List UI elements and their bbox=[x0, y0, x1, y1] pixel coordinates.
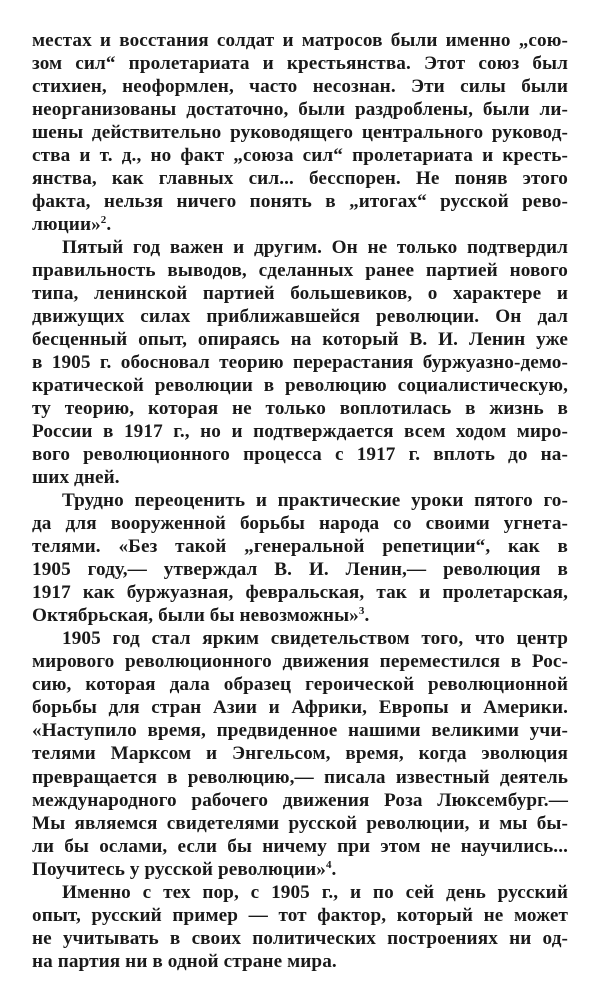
footnote-marker: 4 bbox=[325, 858, 332, 871]
punctuation: . bbox=[364, 605, 370, 627]
text-line: неорганизованы достаточно, были раздроблены, были ли- bbox=[32, 99, 568, 121]
text-line: стихиен, неоформлен, часто несознан. Эти силы были bbox=[32, 76, 568, 98]
text-line: типа, ленинской партией большевиков, о характере и bbox=[32, 283, 568, 305]
text-line: кратической революции в революцию социалистическую, bbox=[32, 375, 568, 397]
text-line: мирового революционного движения переместился в Рос- bbox=[32, 651, 568, 673]
text-line: на партия ни в одной стране мира. bbox=[32, 950, 337, 972]
text-line: 1905 год стал ярким свидетельством того, что центр bbox=[62, 628, 568, 650]
text-line: движущих силах приближавшейся революции. Он дал bbox=[32, 306, 568, 328]
text-line: бесценный опыт, опираясь на который В. И. Ленин уже bbox=[32, 329, 568, 351]
text-line: сию, которая дала образец героической революционной bbox=[32, 674, 568, 696]
text-line: ту теорию, которая не только воплотилась в жизнь в bbox=[32, 398, 568, 420]
text-line: России в 1917 г., но и подтверждается всем ходом миро- bbox=[32, 421, 568, 443]
text-line: ли бы ослами, если бы ничему при этом не научились... bbox=[32, 835, 568, 857]
text-line: местах и восстания солдат и матросов были именно „сою- bbox=[32, 30, 568, 51]
text-line: Именно с тех пор, с 1905 г., и по сей день русский bbox=[62, 881, 568, 903]
text-line: телями Марксом и Энгельсом, время, когда эволюция bbox=[32, 743, 568, 765]
paragraph-1 bbox=[32, 29, 568, 236]
text-line: вого революционного процесса с 1917 г. вплоть до на- bbox=[32, 444, 568, 466]
text-line bbox=[32, 604, 568, 627]
paragraph-5 bbox=[32, 881, 568, 973]
punctuation: . bbox=[331, 858, 337, 880]
text-line: международного рабочего движения Роза Люксембург.— bbox=[32, 789, 568, 811]
text-line: 1917 как буржуазная, февральская, так и пролетарская, bbox=[32, 582, 568, 604]
text-line: 1905 году,— утверждал В. И. Ленин,— революция в bbox=[32, 559, 568, 581]
text-fragment: Поучитесь у русской революции» bbox=[32, 858, 326, 880]
text-fragment: Октябрьская, были бы невозможны» bbox=[32, 605, 359, 627]
text-line: факта, нельзя ничего понять в „итогах“ русской рево- bbox=[32, 191, 568, 213]
text-fragment: люции» bbox=[32, 214, 101, 236]
text-line: шены действительно руководящего центрального руковод- bbox=[32, 122, 568, 144]
footnote-marker: 2 bbox=[100, 214, 107, 227]
text-line: в 1905 г. обосновал теорию перерастания буржуазно-демо- bbox=[32, 352, 568, 374]
punctuation: . bbox=[106, 214, 112, 236]
text-line: ших дней. bbox=[32, 467, 120, 489]
text-line: опыт, русский пример — тот фактор, который не может bbox=[32, 904, 568, 926]
text-line: превращается в революцию,— писала известный деятель bbox=[32, 766, 568, 788]
text-line: телями. «Без такой „генеральной репетиции“, как в bbox=[32, 536, 568, 558]
text-line: зом сил“ пролетариата и крестьянства. Этот союз был bbox=[32, 53, 568, 75]
text-line: не учитывать в своих политических построениях ни од- bbox=[32, 927, 568, 949]
text-line: янства, как главных сил... бесспорен. Не поняв этого bbox=[32, 168, 568, 190]
paragraph-3 bbox=[32, 489, 568, 627]
book-page-text bbox=[32, 29, 568, 973]
text-line bbox=[32, 213, 568, 236]
text-line bbox=[32, 858, 568, 881]
text-line: ства и т. д., но факт „союза сил“ пролетариата и кресть- bbox=[32, 145, 568, 167]
paragraph-2 bbox=[32, 236, 568, 489]
text-line: правильность выводов, сделанных ранее партией нового bbox=[32, 260, 568, 282]
paragraph-4 bbox=[32, 627, 568, 880]
text-line: Мы являемся свидетелями русской революции, и мы бы- bbox=[32, 812, 568, 834]
footnote-marker: 3 bbox=[358, 605, 365, 618]
text-line: «Наступило время, предвиденное нашими великими учи- bbox=[32, 720, 568, 742]
text-line: борьбы для стран Азии и Африки, Европы и Америки. bbox=[32, 697, 568, 719]
text-line: да для вооруженной борьбы народа со своими угнета- bbox=[32, 513, 568, 535]
text-line: Пятый год важен и другим. Он не только подтвердил bbox=[62, 237, 568, 259]
text-line: Трудно переоценить и практические уроки пятого го- bbox=[62, 490, 568, 512]
